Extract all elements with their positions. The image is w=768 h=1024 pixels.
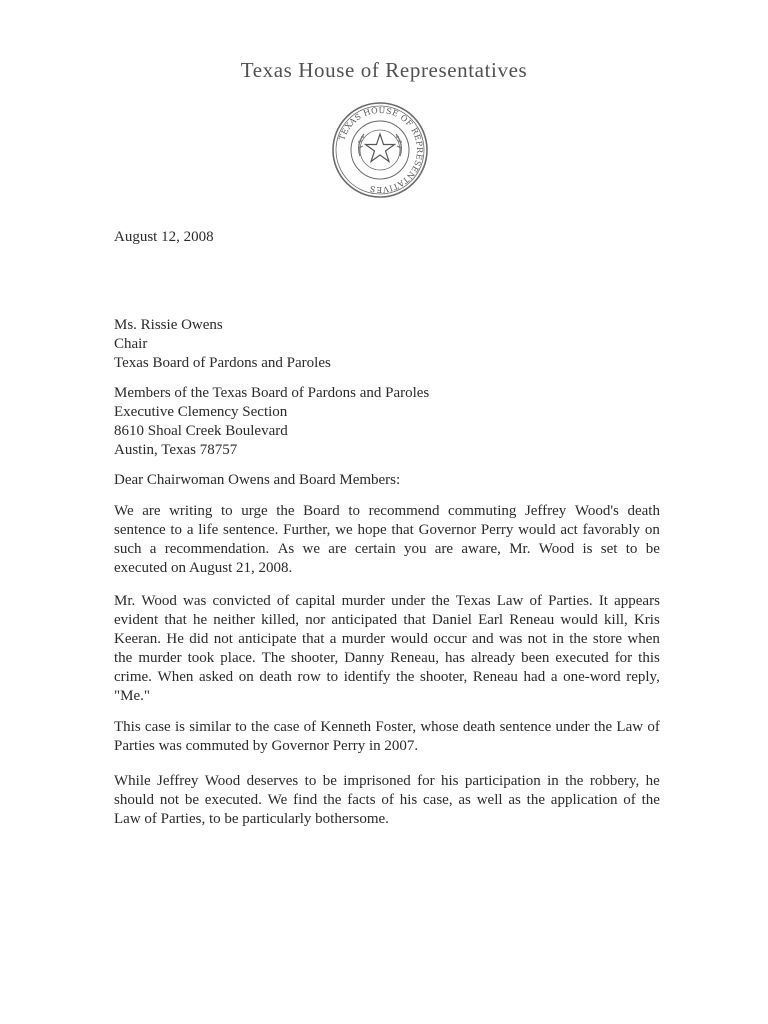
svg-text:TEXAS HOUSE OF REPRESENTATIVES: TEXAS HOUSE OF REPRESENTATIVES [337,105,425,195]
paragraph-line: the murder took place. The shooter, Danny Reneau, has already been executed for this [114,650,660,666]
paragraph-line: While Jeffrey Wood deserves to be imprisoned for his participation in the robbery, he [114,773,660,789]
paragraph-line: should not be executed. We find the facts of his case, as well as the application of the [114,792,660,808]
paragraph-line: Parties was commuted by Governor Perry in 2007. [114,738,419,754]
address-line: Members of the Texas Board of Pardons and Paroles [114,385,430,401]
paragraph-line: We are writing to urge the Board to recommend commuting Jeffrey Wood's death [114,503,660,519]
paragraph-line: Keeran. He did not anticipate that a murder would occur and was not in the store when [114,631,660,647]
address-block [114,384,429,460]
body-paragraph-2 [114,592,660,706]
letter-date: August 12, 2008 [114,229,214,245]
paragraph-line: sentence to a life sentence. Further, we hope that Governor Perry would act favorably on [114,522,660,538]
body-paragraph-1 [114,502,660,578]
paragraph-line: This case is similar to the case of Kenneth Foster, whose death sentence under the Law of [114,719,660,735]
salutation: Dear Chairwoman Owens and Board Members: [114,472,401,488]
addressee-block [114,316,331,373]
addressee-title: Chair [114,336,148,352]
house-seal-icon [330,100,430,200]
address-line: Executive Clemency Section [114,404,288,420]
paragraph-line: evident that he neither killed, nor anticipated that Daniel Earl Reneau would kill, Kris [114,612,660,628]
paragraph-line: Law of Parties, to be particularly bothersome. [114,811,389,827]
addressee-name: Ms. Rissie Owens [114,317,223,333]
paragraph-line: Mr. Wood was convicted of capital murder under the Texas Law of Parties. It appears [114,593,660,609]
paragraph-line: "Me." [114,688,150,704]
address-line: 8610 Shoal Creek Boulevard [114,423,288,439]
body-paragraph-4 [114,772,660,829]
paragraph-line: such a recommendation. As we are certain you are aware, Mr. Wood is set to be [114,541,660,557]
letterhead-title: Texas House of Representatives [240,58,528,82]
paragraph-line: executed on August 21, 2008. [114,560,293,576]
paragraph-line: crime. When asked on death row to identify the shooter, Reneau had a one-word reply, [114,669,660,685]
address-line: Austin, Texas 78757 [114,442,238,458]
addressee-organization: Texas Board of Pardons and Paroles [114,355,331,371]
body-paragraph-3 [114,718,660,756]
